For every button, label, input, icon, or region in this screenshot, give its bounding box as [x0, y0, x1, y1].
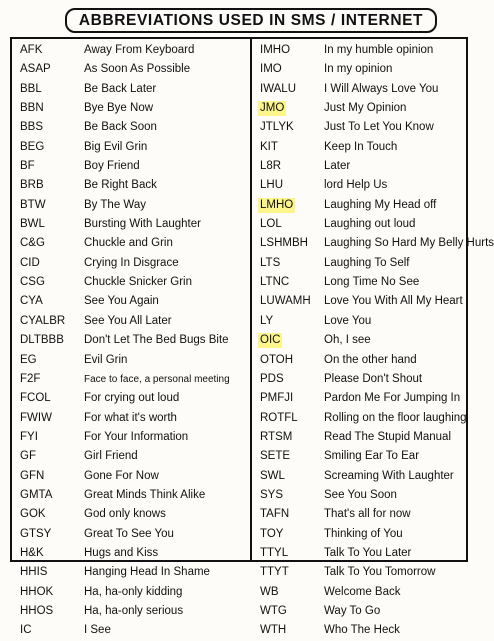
table-row	[12, 118, 248, 137]
abbreviation-meaning: Face to face, a personal meeting	[84, 373, 230, 385]
right-column	[252, 41, 494, 641]
abbreviation-meaning: Laughing out loud	[324, 218, 416, 231]
abbreviation-meaning: Later	[324, 160, 351, 173]
abbreviation: L8R	[260, 160, 282, 173]
abbreviation-meaning: In my humble opinion	[324, 44, 434, 56]
abbreviation-meaning: Just My Opinion	[324, 102, 407, 115]
abbreviation-meaning: On the other hand	[324, 353, 417, 366]
abbreviation-meaning: Talk To You Tomorrow	[324, 566, 436, 579]
table-row	[252, 409, 466, 428]
abbreviation: LSHMBH	[260, 237, 308, 250]
abbreviation-meaning: Evil Grin	[84, 353, 128, 366]
abbreviation: PMFJI	[260, 392, 294, 405]
table-row	[12, 563, 248, 582]
abbreviation-meaning: See You Soon	[324, 488, 397, 501]
abbreviation-meaning: Thinking of You	[324, 527, 403, 540]
abbreviation: KIT	[260, 140, 278, 153]
abbreviation-meaning: Long Time No See	[324, 276, 420, 289]
abbreviation: LUWAMH	[260, 295, 311, 308]
abbreviation: PDS	[260, 372, 284, 385]
abbreviation-meaning: Be Right Back	[84, 179, 157, 192]
abbreviation-meaning: Big Evil Grin	[84, 140, 148, 153]
table-row	[12, 486, 248, 505]
table-row	[252, 505, 466, 524]
abbreviation: BBS	[20, 121, 44, 134]
abbreviation-meaning: In my opinion	[324, 63, 393, 76]
abbreviation: OIC	[260, 334, 281, 347]
table-row	[252, 138, 466, 157]
abbreviation: AFK	[20, 44, 43, 56]
abbreviation: FCOL	[20, 392, 51, 405]
abbreviation-meaning: By The Way	[84, 198, 146, 211]
abbreviation: LOL	[260, 218, 282, 231]
table-row	[12, 602, 248, 621]
table-row	[12, 370, 248, 389]
abbreviation-meaning: Rolling on the floor laughing	[324, 411, 467, 424]
abbreviation-meaning: Read The Stupid Manual	[324, 430, 452, 443]
abbreviation: BWL	[20, 218, 45, 231]
abbreviation-meaning: Ha, ha-only serious	[84, 604, 184, 617]
abbreviation-meaning: For Your Information	[84, 430, 189, 443]
abbreviation-meaning: Ha, ha-only kidding	[84, 585, 183, 598]
abbreviation-meaning: God only knows	[84, 508, 166, 521]
abbreviation-meaning: Boy Friend	[84, 160, 140, 173]
abbreviation-meaning: For crying out loud	[84, 392, 180, 405]
table-row	[252, 370, 466, 389]
table-row	[252, 525, 466, 544]
table-row	[252, 486, 466, 505]
abbreviation: IMO	[260, 63, 282, 76]
abbreviation: ROTFL	[260, 411, 298, 424]
table-row	[252, 331, 466, 350]
table-row	[252, 428, 466, 447]
abbreviation: IWALU	[260, 82, 296, 95]
abbreviation-meaning: Keep In Touch	[324, 140, 398, 153]
abbreviation: SWL	[260, 469, 285, 482]
table-row	[12, 41, 248, 60]
abbreviation-meaning: Bursting With Laughter	[84, 218, 201, 231]
table-row	[252, 234, 494, 253]
abbreviation: RTSM	[260, 430, 293, 443]
table-row	[252, 447, 466, 466]
abbreviation-meaning: I Will Always Love You	[324, 82, 439, 95]
abbreviation: WTG	[260, 604, 287, 617]
table-row	[12, 525, 248, 544]
table-row	[252, 312, 466, 331]
table-row	[252, 118, 466, 137]
abbreviation-meaning: For what it's worth	[84, 411, 177, 424]
table-row	[12, 60, 248, 79]
abbreviation-meaning: Away From Keyboard	[84, 44, 195, 56]
table-row	[252, 602, 466, 621]
abbreviation-meaning: Chuckle and Grin	[84, 237, 173, 250]
abbreviation-meaning: That's all for now	[324, 508, 411, 521]
abbreviation: LTNC	[260, 276, 290, 289]
abbreviation: HHOS	[20, 604, 54, 617]
abbreviation-meaning: Hanging Head In Shame	[84, 566, 210, 579]
abbreviation: EG	[20, 353, 37, 366]
table-row	[12, 428, 248, 447]
table-row	[252, 41, 466, 60]
abbreviation-meaning: lord Help Us	[324, 179, 388, 192]
abbreviation-meaning: Who The Heck	[324, 624, 400, 637]
table-row	[12, 138, 248, 157]
abbreviation-meaning: Girl Friend	[84, 450, 138, 463]
table-row	[252, 389, 466, 408]
table-row	[12, 447, 248, 466]
table-row	[252, 583, 466, 602]
abbreviation-meaning: Way To Go	[324, 604, 381, 617]
abbreviation: OTOH	[260, 353, 294, 366]
table-row	[12, 273, 248, 292]
abbreviation-meaning: Bye Bye Now	[84, 102, 154, 115]
abbreviation-meaning: Hugs and Kiss	[84, 546, 159, 559]
table-row	[12, 234, 248, 253]
table-row	[252, 157, 466, 176]
table-row	[12, 254, 248, 273]
abbreviation: WB	[260, 585, 279, 598]
table-row	[12, 176, 248, 195]
page-title: ABBREVIATIONS USED IN SMS / INTERNET	[65, 8, 437, 33]
table-row	[12, 331, 248, 350]
abbreviation: F2F	[20, 372, 41, 385]
abbreviation: SETE	[260, 450, 291, 463]
abbreviation-meaning: Great Minds Think Alike	[84, 488, 206, 501]
table-row	[252, 621, 466, 640]
abbreviation-meaning: As Soon As Possible	[84, 63, 191, 76]
table-row	[12, 292, 248, 311]
abbreviation: GFN	[20, 469, 45, 482]
table-row	[12, 351, 248, 370]
abbreviation: BRB	[20, 179, 44, 192]
abbreviation: FYI	[20, 430, 38, 443]
abbreviation: DLTBBB	[20, 334, 64, 347]
table-row	[252, 273, 466, 292]
abbreviation: SYS	[260, 488, 284, 501]
abbreviation: CID	[20, 256, 40, 269]
table-row	[12, 389, 248, 408]
abbreviation: ASAP	[20, 63, 51, 76]
table-row	[12, 583, 248, 602]
abbreviation: H&K	[20, 546, 44, 559]
table-row	[252, 215, 466, 234]
abbreviation: GF	[20, 450, 36, 463]
table-row	[252, 467, 466, 486]
table-row	[252, 544, 466, 563]
table-row	[12, 215, 248, 234]
abbreviation-meaning: See You Again	[84, 295, 159, 308]
abbreviation-meaning: Welcome Back	[324, 585, 401, 598]
abbreviation-meaning: Screaming With Laughter	[324, 469, 454, 482]
table-row	[252, 563, 466, 582]
abbreviation: CYALBR	[20, 314, 66, 327]
abbreviation-meaning: Great To See You	[84, 527, 174, 540]
abbreviation: GMTA	[20, 488, 53, 501]
abbreviation-meaning: I See	[84, 624, 111, 637]
abbreviation: WTH	[260, 624, 287, 637]
table-row	[12, 157, 248, 176]
abbreviation-meaning: Be Back Soon	[84, 121, 157, 134]
table-row	[12, 621, 248, 640]
table-row	[252, 196, 466, 215]
abbreviation: JMO	[260, 102, 285, 115]
abbreviation: BF	[20, 160, 35, 173]
table-row	[12, 505, 248, 524]
left-column	[12, 41, 248, 641]
table-row	[252, 351, 466, 370]
abbreviation: HHIS	[20, 566, 48, 579]
table-row	[12, 409, 248, 428]
abbreviation: BEG	[20, 140, 45, 153]
abbreviation: CYA	[20, 295, 43, 308]
abbreviation-meaning: Laughing My Head off	[324, 198, 437, 211]
abbreviation: TTYT	[260, 566, 289, 579]
table-row	[252, 254, 466, 273]
abbreviation-meaning: Laughing So Hard My Belly Hurts	[324, 237, 494, 250]
abbreviation: JTLYK	[260, 121, 294, 134]
table-row	[252, 60, 466, 79]
abbreviation-meaning: See You All Later	[84, 314, 172, 327]
abbreviation: IC	[20, 624, 32, 637]
table-row	[12, 80, 248, 99]
abbreviation: LHU	[260, 179, 284, 192]
table-row	[12, 196, 248, 215]
table-row	[252, 99, 466, 118]
abbreviation-meaning: Just To Let You Know	[324, 121, 434, 134]
table-row	[252, 176, 466, 195]
abbreviation: IMHO	[260, 44, 291, 56]
abbreviation: LY	[260, 314, 274, 327]
table-row	[252, 80, 466, 99]
abbreviation-meaning: Don't Let The Bed Bugs Bite	[84, 334, 229, 347]
abbreviation: LTS	[260, 256, 281, 269]
abbreviation-meaning: Laughing To Self	[324, 256, 410, 269]
abbreviation: TTYL	[260, 546, 289, 559]
abbreviation: CSG	[20, 276, 45, 289]
abbreviation: FWIW	[20, 411, 52, 424]
abbreviation: HHOK	[20, 585, 54, 598]
table-row	[12, 99, 248, 118]
abbreviation: TOY	[260, 527, 284, 540]
abbreviation-meaning: Please Don't Shout	[324, 372, 423, 385]
abbreviation-table	[10, 37, 494, 637]
abbreviation-meaning: Pardon Me For Jumping In	[324, 392, 461, 405]
abbreviation-meaning: Talk To You Later	[324, 546, 412, 559]
abbreviation-meaning: Love You	[324, 314, 372, 327]
abbreviation: BBL	[20, 82, 42, 95]
abbreviation: GTSY	[20, 527, 52, 540]
table-row	[252, 292, 466, 311]
abbreviation-meaning: Oh, I see	[324, 334, 371, 347]
abbreviation-meaning: Smiling Ear To Ear	[324, 450, 420, 463]
abbreviation-meaning: Crying In Disgrace	[84, 256, 179, 269]
abbreviation: C&G	[20, 237, 45, 250]
abbreviation: LMHO	[260, 198, 294, 211]
table-row	[12, 467, 248, 486]
abbreviation: BBN	[20, 102, 44, 115]
abbreviation-meaning: Gone For Now	[84, 469, 159, 482]
abbreviation: GOK	[20, 508, 46, 521]
table-row	[12, 312, 248, 331]
abbreviation-meaning: Be Back Later	[84, 82, 157, 95]
abbreviation: TAFN	[260, 508, 290, 521]
abbreviation: BTW	[20, 198, 46, 211]
table-row	[12, 544, 248, 563]
abbreviation-meaning: Love You With All My Heart	[324, 295, 463, 308]
abbreviation-meaning: Chuckle Snicker Grin	[84, 276, 193, 289]
